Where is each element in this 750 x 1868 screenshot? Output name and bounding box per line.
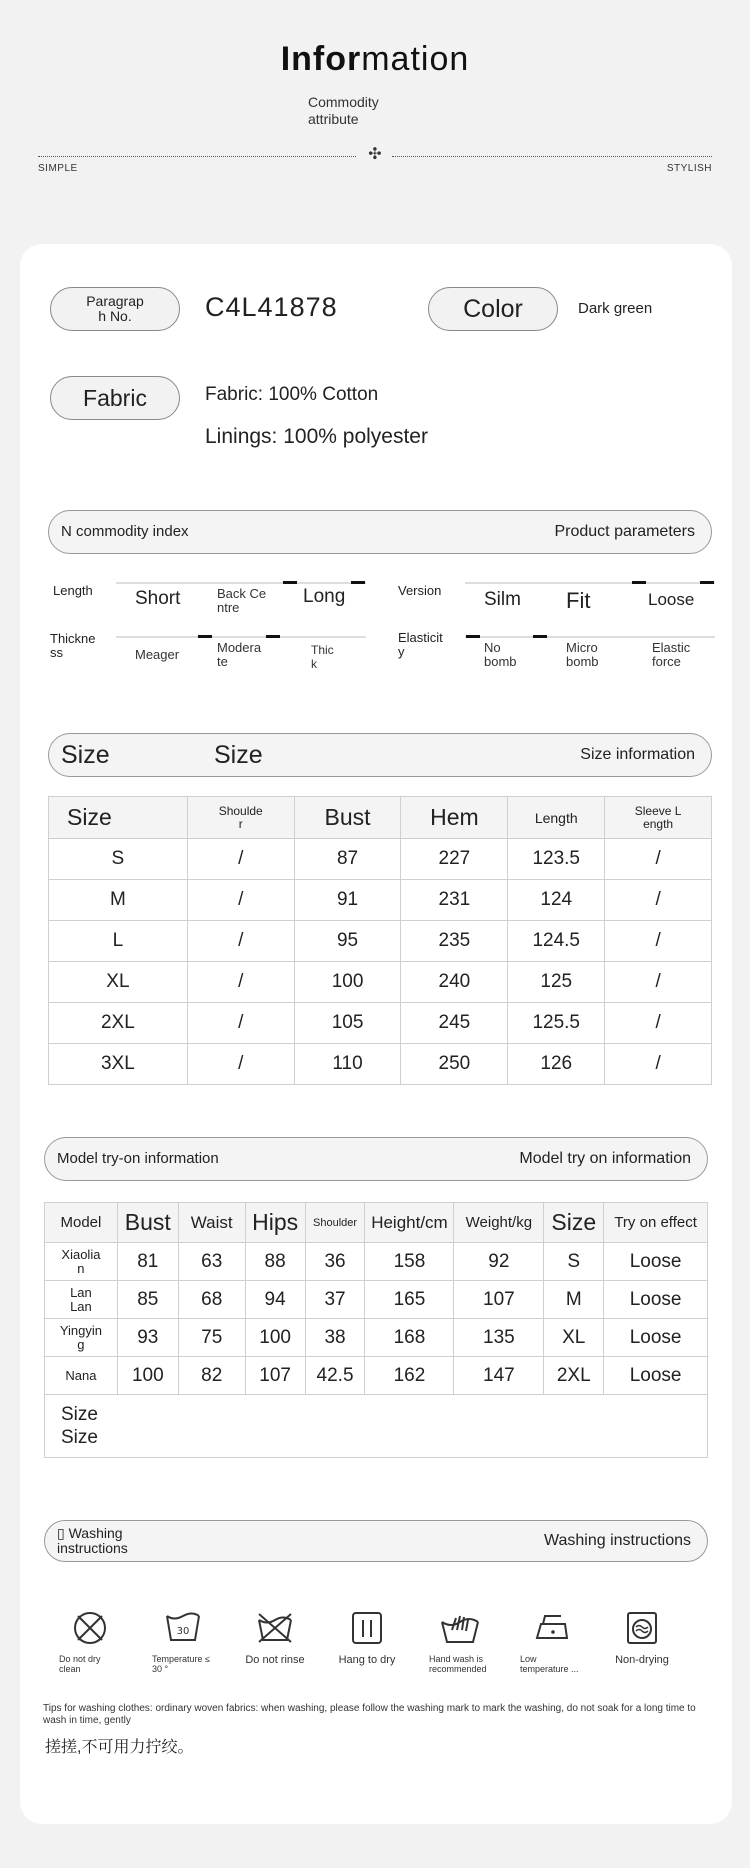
thickness-opt-thick: Thic k [311, 643, 334, 671]
table-cell: M [544, 1281, 604, 1319]
elasticity-opt-no-bomb: No bomb [484, 640, 517, 669]
wash-item-hang-dry [322, 1610, 412, 1666]
table-cell: / [605, 921, 712, 962]
table-cell: 100 [117, 1357, 178, 1395]
simple-tag: SIMPLE [38, 163, 78, 174]
washing-banner [44, 1520, 708, 1562]
table-cell: 107 [245, 1357, 305, 1395]
version-label: Version [398, 583, 442, 598]
table-cell: / [187, 1044, 294, 1085]
table-cell: S [49, 839, 188, 880]
banner-right-text: Product parameters [554, 523, 695, 540]
model-note-row [45, 1395, 708, 1458]
size-banner-left-2: Size [214, 741, 263, 769]
no-rinse-icon [255, 1610, 295, 1646]
table-cell: 125 [508, 962, 605, 1003]
size-banner-right: Size information [580, 746, 695, 763]
fabric-pill: Fabric [50, 376, 180, 420]
thickness-scale-line [116, 636, 366, 638]
table-cell: / [187, 839, 294, 880]
model-banner-left: Model try-on information [57, 1150, 219, 1167]
col-try-on-effect: Try on effect [604, 1203, 708, 1243]
col-size: Size [544, 1203, 604, 1243]
cross-ornament-icon: ✣ [368, 146, 382, 163]
table-cell: / [605, 1044, 712, 1085]
paragraph-no-pill: Paragrap h No. [50, 287, 180, 331]
divider-left [38, 156, 356, 157]
table-cell: 94 [245, 1281, 305, 1319]
washing-banner-right: Washing instructions [543, 1532, 691, 1549]
wash-item-hand-wash [415, 1610, 505, 1674]
col-bust: Bust [294, 797, 401, 839]
table-cell: 81 [117, 1243, 178, 1281]
hand-wash-icon [438, 1610, 482, 1646]
table-cell: Loose [604, 1281, 708, 1319]
elasticity-label: Elasticit y [398, 630, 443, 659]
table-cell: 68 [178, 1281, 245, 1319]
wash-label: Low temperature ... [520, 1654, 579, 1674]
wash-label: Hand wash is recommended [429, 1654, 487, 1674]
table-cell: 38 [305, 1319, 365, 1357]
table-row [49, 839, 712, 880]
col-length: Length [508, 797, 605, 839]
table-cell: 85 [117, 1281, 178, 1319]
elasticity-opt-elastic-force: Elastic force [652, 640, 691, 669]
table-cell: 245 [401, 1003, 508, 1044]
table-row [49, 1044, 712, 1085]
table-cell: 168 [365, 1319, 454, 1357]
table-cell: / [187, 962, 294, 1003]
table-cell: / [605, 839, 712, 880]
thickness-opt-moderate: Modera te [217, 640, 262, 669]
wash-item-non-drying [597, 1610, 687, 1666]
washing-tips-cn: 搓搓,不可用力拧绞。 [45, 1739, 194, 1756]
size-banner-left-1: Size [61, 741, 110, 769]
table-row [45, 1281, 708, 1319]
non-drying-icon [625, 1610, 659, 1646]
stylish-tag: STYLISH [666, 163, 712, 174]
table-cell: 123.5 [508, 839, 605, 880]
table-cell: Loose [604, 1357, 708, 1395]
table-cell: / [187, 921, 294, 962]
col-size: Size [49, 797, 188, 839]
thickness-marker-end [266, 635, 280, 638]
col-weight: Weight/kg [454, 1203, 544, 1243]
model-banner [44, 1137, 708, 1181]
wash-label: Hang to dry [338, 1654, 396, 1666]
table-cell: Loose [604, 1319, 708, 1357]
elasticity-marker-mid [533, 635, 547, 638]
version-scale-line [465, 582, 715, 584]
version-marker [632, 581, 646, 584]
commodity-index-banner [48, 510, 712, 554]
table-cell: 165 [365, 1281, 454, 1319]
table-cell: XL [49, 962, 188, 1003]
table-cell: 88 [245, 1243, 305, 1281]
col-height: Height/cm [365, 1203, 454, 1243]
table-cell: S [544, 1243, 604, 1281]
thickness-label: Thickne ss [50, 631, 96, 660]
version-opt-fit: Fit [566, 588, 591, 613]
table-cell: 82 [178, 1357, 245, 1395]
wash-item-temperature [138, 1610, 228, 1674]
table-cell: 75 [178, 1319, 245, 1357]
table-cell: Loose [604, 1243, 708, 1281]
table-cell: 92 [454, 1243, 544, 1281]
table-header-row [45, 1203, 708, 1243]
page-subtitle: Commodity attribute [308, 94, 379, 127]
color-value: Dark green [578, 300, 653, 317]
paragraph-no-value: C4L41878 [205, 292, 338, 322]
table-cell: 100 [294, 962, 401, 1003]
table-cell: / [187, 1003, 294, 1044]
model-name-cell: Yingyin g [45, 1319, 118, 1357]
wash-temp-text: 30 [176, 1626, 190, 1637]
table-cell: 110 [294, 1044, 401, 1085]
table-cell: 124.5 [508, 921, 605, 962]
table-cell: 125.5 [508, 1003, 605, 1044]
low-iron-icon [531, 1610, 571, 1646]
col-model: Model [45, 1203, 118, 1243]
col-hem: Hem [401, 797, 508, 839]
col-waist: Waist [178, 1203, 245, 1243]
table-cell: XL [544, 1319, 604, 1357]
table-cell: 3XL [49, 1044, 188, 1085]
wash-label: Do not rinse [245, 1654, 305, 1666]
table-cell: 42.5 [305, 1357, 365, 1395]
fabric-value: Fabric: 100% Cotton [205, 384, 379, 405]
thickness-opt-meager: Meager [135, 647, 180, 662]
table-row [45, 1319, 708, 1357]
wash-item-no-rinse [230, 1610, 320, 1666]
table-cell: 100 [245, 1319, 305, 1357]
table-cell: 2XL [544, 1357, 604, 1395]
elasticity-marker [466, 635, 480, 638]
linings-value: Linings: 100% polyester [205, 425, 428, 448]
table-row [49, 962, 712, 1003]
color-pill: Color [428, 287, 558, 331]
table-cell: 2XL [49, 1003, 188, 1044]
washing-banner-left: ▯ Washing instructions [57, 1525, 128, 1556]
model-table [44, 1202, 708, 1458]
col-bust: Bust [117, 1203, 178, 1243]
model-name-cell: Nana [45, 1357, 118, 1395]
table-cell: 95 [294, 921, 401, 962]
table-cell: 124 [508, 880, 605, 921]
model-name-cell: Lan Lan [45, 1281, 118, 1319]
elasticity-opt-micro-bomb: Micro bomb [566, 640, 599, 669]
table-header-row [49, 797, 712, 839]
table-cell: 147 [454, 1357, 544, 1395]
model-name-cell: Xiaolia n [45, 1243, 118, 1281]
col-shoulder: Shoulder [305, 1203, 365, 1243]
table-cell: L [49, 921, 188, 962]
table-row [49, 1003, 712, 1044]
table-cell: 126 [508, 1044, 605, 1085]
wash-item-low-iron [506, 1610, 596, 1674]
size-table [48, 796, 712, 1085]
length-marker [283, 581, 297, 584]
col-sleeve-length: Sleeve L ength [605, 797, 712, 839]
model-banner-right: Model try on information [519, 1150, 691, 1167]
table-row [45, 1357, 708, 1395]
length-marker-end [351, 581, 365, 584]
banner-left-text: N commodity index [61, 523, 189, 540]
wash-30-icon [164, 1610, 202, 1646]
table-row [49, 880, 712, 921]
table-cell: 91 [294, 880, 401, 921]
table-cell: 240 [401, 962, 508, 1003]
wash-label: Non-drying [615, 1654, 669, 1666]
wash-label: Temperature ≤ 30 ° [152, 1654, 210, 1674]
no-dry-clean-icon [72, 1610, 108, 1646]
table-row [49, 921, 712, 962]
elasticity-scale-line [465, 636, 715, 638]
hang-dry-icon [350, 1610, 384, 1646]
table-cell: 107 [454, 1281, 544, 1319]
table-cell: / [605, 962, 712, 1003]
table-cell: M [49, 880, 188, 921]
size-banner [48, 733, 712, 777]
length-label: Length [53, 583, 93, 598]
table-cell: 63 [178, 1243, 245, 1281]
table-cell: 227 [401, 839, 508, 880]
length-opt-long: Long [303, 586, 346, 607]
washing-tips: Tips for washing clothes: ordinary woven fabrics: when washing, please follow the washing mark to mark the washing, do not soak for a long time to wash in time, gently [43, 1703, 696, 1726]
col-shoulder: Shoulde r [187, 797, 294, 839]
table-cell: 105 [294, 1003, 401, 1044]
table-cell: 235 [401, 921, 508, 962]
page-title: Information [280, 40, 470, 78]
table-row [45, 1243, 708, 1281]
length-opt-short: Short [135, 588, 181, 609]
table-cell: 36 [305, 1243, 365, 1281]
table-cell: 87 [294, 839, 401, 880]
version-marker-end [700, 581, 714, 584]
version-opt-loose: Loose [648, 590, 695, 609]
table-cell: 135 [454, 1319, 544, 1357]
table-cell: 37 [305, 1281, 365, 1319]
table-cell: 93 [117, 1319, 178, 1357]
version-opt-silm: Silm [484, 589, 521, 610]
length-scale-line [116, 582, 366, 584]
table-cell: 231 [401, 880, 508, 921]
table-cell: 158 [365, 1243, 454, 1281]
table-cell: 250 [401, 1044, 508, 1085]
wash-item-no-dry-clean [45, 1610, 135, 1674]
wash-label: Do not dry clean [59, 1654, 101, 1674]
length-opt-back-centre: Back Ce ntre [217, 586, 267, 615]
col-hips: Hips [245, 1203, 305, 1243]
table-cell: / [605, 1003, 712, 1044]
table-cell: 162 [365, 1357, 454, 1395]
table-cell: / [605, 880, 712, 921]
table-cell: / [187, 880, 294, 921]
divider-right [392, 156, 712, 157]
model-note: Size Size [45, 1395, 708, 1458]
thickness-marker [198, 635, 212, 638]
